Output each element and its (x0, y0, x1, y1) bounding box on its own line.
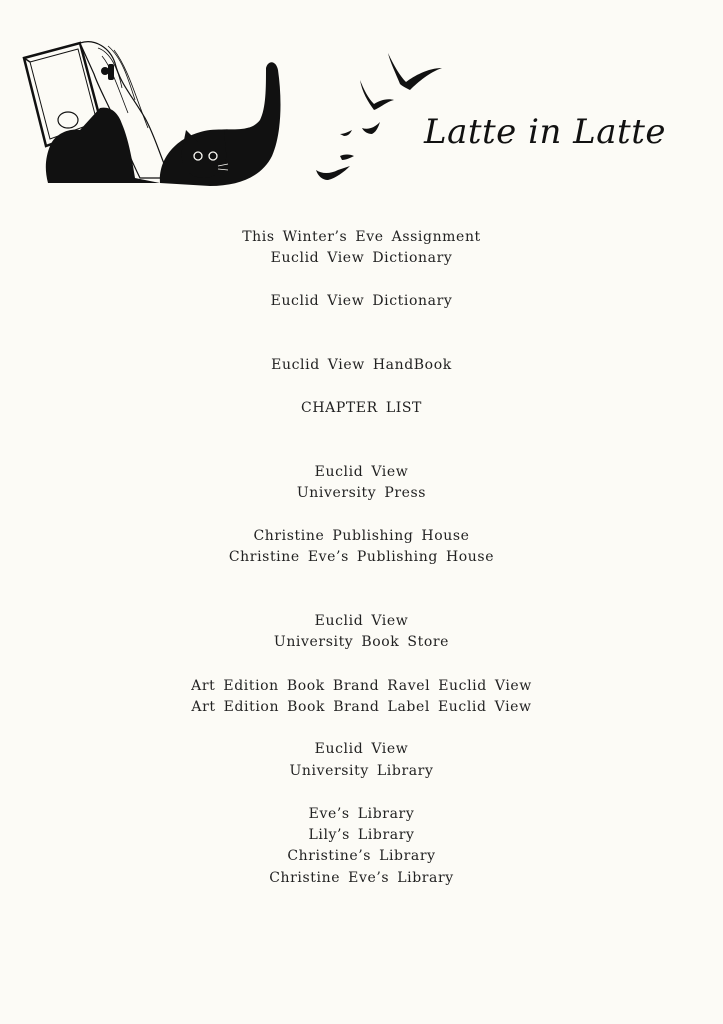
black-cat-illustration (160, 62, 281, 186)
art-edition-line: Art Edition Book Brand Ravel Euclid View (191, 678, 532, 694)
brand-title: Latte in Latte (424, 112, 666, 152)
book-store-line: University Book Store (273, 634, 450, 650)
publishing-house-line: Christine Publishing House (253, 528, 470, 544)
chapter-list-heading: CHAPTER LIST (301, 400, 422, 416)
book-store-line: Euclid View (314, 613, 409, 629)
library-list-item: Christine Eve’s Library (269, 870, 454, 886)
library-list-item: Eve’s Library (308, 806, 415, 822)
library-line: University Library (289, 763, 434, 779)
publisher-line: University Press (296, 485, 427, 501)
publishing-house-line: Christine Eve’s Publishing House (228, 549, 495, 565)
dictionary-line: Euclid View Dictionary (270, 293, 453, 309)
art-edition-line: Art Edition Book Brand Label Euclid View (191, 699, 532, 715)
handbook-line: Euclid View HandBook (271, 357, 452, 373)
publisher-line: Euclid View (314, 464, 409, 480)
dictionary-line: Euclid View Dictionary (270, 250, 453, 266)
library-line: Euclid View (314, 741, 409, 757)
header-illustration (10, 38, 460, 188)
library-list-item: Christine’s Library (287, 848, 436, 864)
library-list-item: Lily’s Library (308, 827, 415, 843)
assignment-title: This Winter’s Eve Assignment (242, 229, 481, 245)
